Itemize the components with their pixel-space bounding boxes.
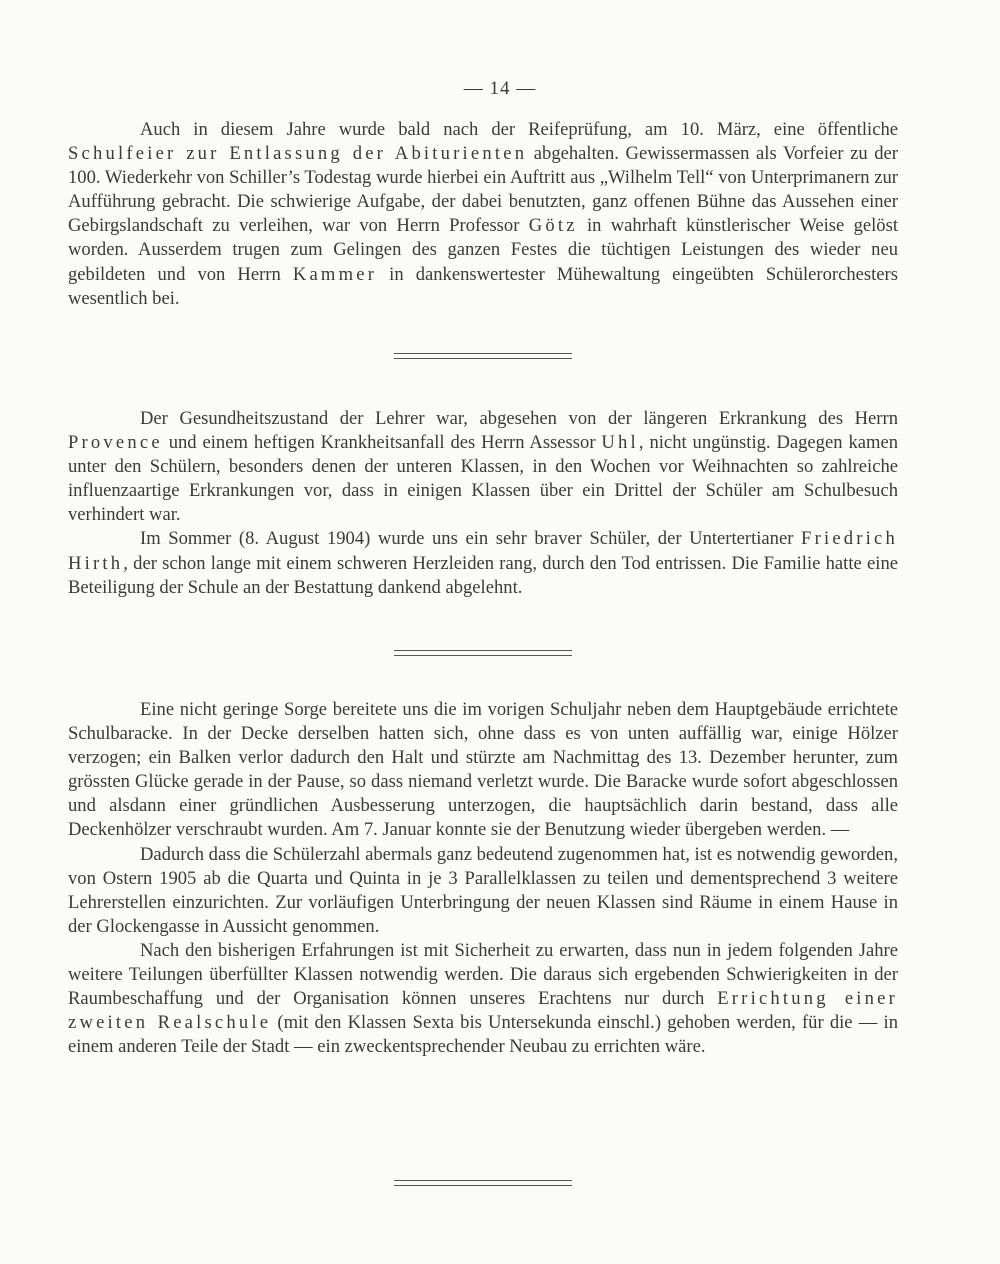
paragraph — [68, 527, 898, 599]
text-run: in wahrhaft künstlerischer Weise gelöst worden. Ausserdem trugen zum Gelingen des ganzen Festes die tüchtigen Leistungen des wieder neu gebildeten und von Herrn — [68, 215, 898, 285]
text-run: und einem heftigen Krankheitsanfall des Herrn Assessor — [162, 432, 602, 454]
text-run: (mit den Klassen Sexta bis Untersekunda einschl.) gehoben werden, für die — in einem anderen Teile der Stadt — ein zweckentsprechender Neubau zu errichten wäre. — [68, 1012, 898, 1058]
text-run: in dankenswertester Mühewaltung eingeübten Schülerorchesters wesentlich bei. — [68, 263, 898, 309]
paragraph — [68, 407, 898, 527]
spaced-name: Götz — [528, 215, 578, 237]
spaced-name: Provence — [68, 432, 163, 454]
spaced-emphasis: Schulfeier zur Entlassung der Abiturienten — [68, 143, 528, 165]
section-gesundheitszustand — [68, 407, 898, 600]
spaced-name: Friedrich Hirth — [68, 528, 898, 574]
section-divider — [394, 353, 572, 359]
page-number: — 14 — — [463, 78, 537, 99]
text-run: Dadurch dass die Schülerzahl abermals ganz bedeutend zugenommen hat, ist es notwendig geworden, von Ostern 1905 ab die Quarta und Quinta in je 3 Parallelklassen zu teilen und dementsprechend 3 weitere Lehrerstellen einzurichten. Zur vorläufigen Unterbringung der neuen Klassen sind Räume in einem Hause in der Glockengasse in Aussicht genommen. — [68, 843, 898, 937]
spaced-emphasis: Errichtung einer zweiten Realschule — [68, 988, 898, 1034]
section-schulfeier — [68, 118, 898, 311]
text-run: Eine nicht geringe Sorge bereitete uns die im vorigen Schuljahr neben dem Hauptgebäude errichtete Schulbaracke. In der Decke derselben hatten sich, ohne dass es von unten auffällig war, einige Hölzer verzogen; ein Balken verlor dadurch den Halt und stürzte am Nachmittag des 13. Dezember herunter, zum grössten Glücke gerade in der Pause, so dass niemand verletzt wurde. Die Baracke wurde sofort abgeschlossen und alsdann einer gründlichen Ausbesserung unterzogen, die hauptsächlich darin bestand, dass alle Deckenhölzer verschraubt wurden. Am 7. Januar konnte sie der Benutzung wieder übergeben werden. — — [68, 699, 898, 841]
spaced-name: Uhl — [601, 432, 639, 454]
paragraph — [68, 843, 898, 939]
section-schulbaracke — [68, 698, 898, 1059]
text-run: Der Gesundheitszustand der Lehrer war, abgesehen von der längeren Erkrankung des Herrn — [140, 408, 898, 429]
paragraph — [68, 939, 898, 1059]
text-run: Nach den bisherigen Erfahrungen ist mit Sicherheit zu erwarten, dass nun in jedem folgenden Jahre weitere Teilungen überfüllter Klassen notwendig werden. Die daraus sich ergebenden Schwierigkeiten in der Raumbeschaffung und der Organisation können unseres Erachtens nur durch — [68, 939, 898, 1010]
text-run: Im Sommer (8. August 1904) wurde uns ein sehr braver Schüler, der Untertertianer — [140, 528, 802, 550]
text-run: Auch in diesem Jahre wurde bald nach der Reifeprüfung, am 10. März, eine öffentliche — [140, 119, 898, 140]
text-run: abgehalten. Gewissermassen als Vorfeier zu der 100. Wiederkehr von Schiller’s Todestag wurde hierbei ein Auftritt aus „Wilhelm Tell“ von Unterprimanern zur Aufführung gebracht. Die schwierige Aufgabe, der dabei benutzten, ganz offenen Bühne das Aussehen einer Gebirgslandschaft zu verleihen, war von Herrn Professor — [68, 143, 898, 237]
text-run: , der schon lange mit einem schweren Herzleiden rang, durch den Tod entrissen. Die Familie hatte eine Beteiligung der Schule an der Bestattung dankend abgelehnt. — [68, 552, 898, 598]
paragraph — [68, 118, 898, 311]
section-divider — [394, 650, 572, 656]
section-divider — [394, 1180, 572, 1186]
spaced-name: Kammer — [292, 263, 378, 285]
text-run: , nicht ungünstig. Dagegen kamen unter den Schülern, besonders denen der unteren Klassen, in den Wochen vor Weihnachten so zahlreiche influenzaartige Erkrankungen vor, dass in einigen Klassen über ein Drittel der Schüler am Schulbesuch verhindert war. — [68, 432, 898, 526]
paragraph — [68, 698, 898, 843]
